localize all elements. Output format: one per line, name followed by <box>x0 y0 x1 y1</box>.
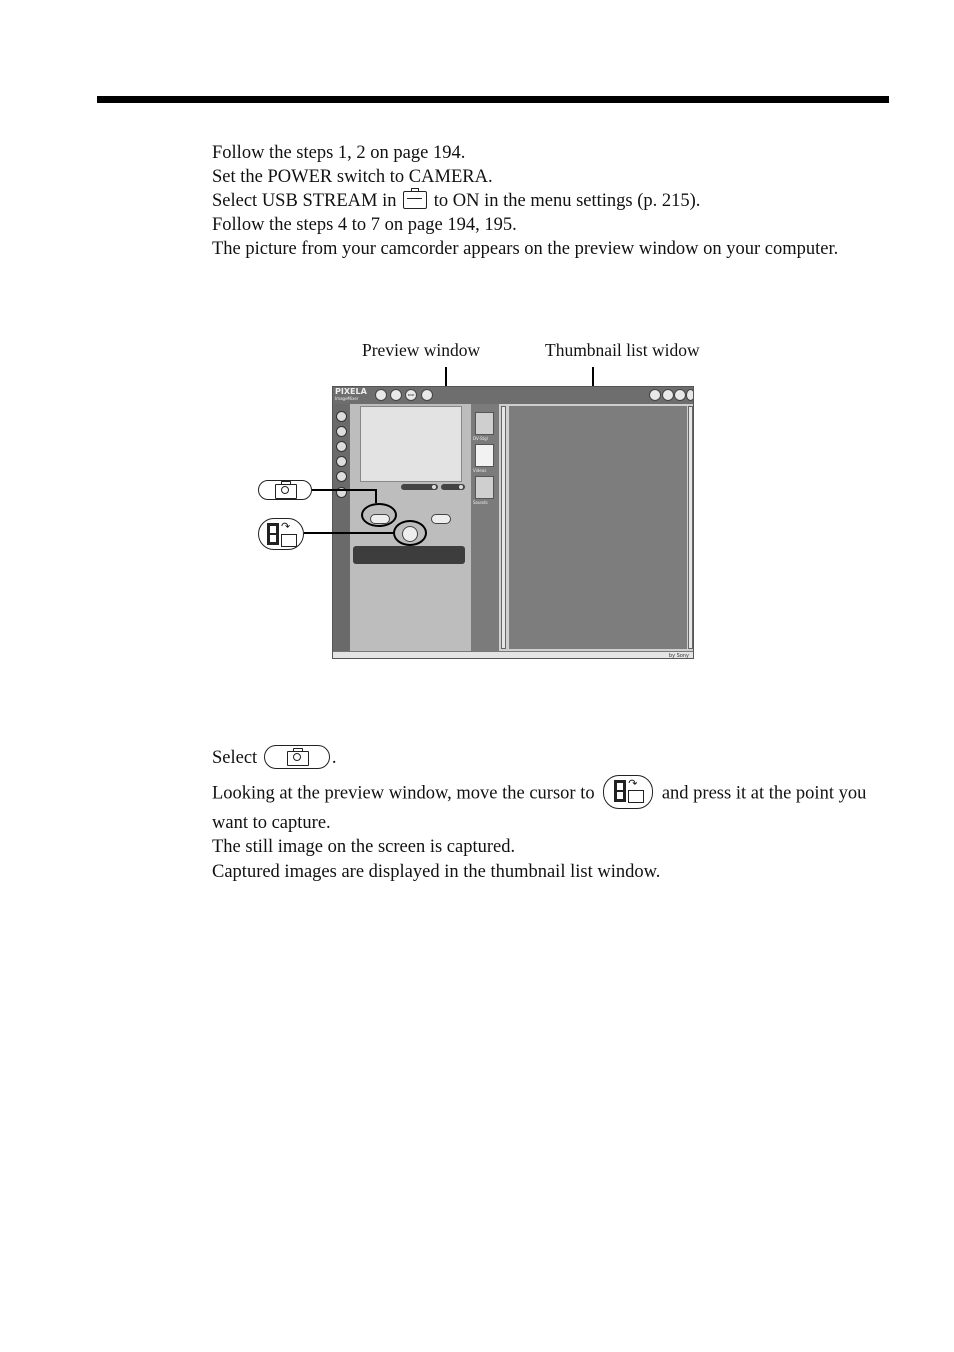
toolbar-dvd-button[interactable]: DVD <box>405 389 417 401</box>
camera-callout <box>258 480 312 500</box>
folder-label: Videos <box>473 468 487 473</box>
status-text: by Sony <box>668 653 689 659</box>
camera-callout-ring <box>361 503 397 527</box>
move-before: Looking at the preview window, move the cursor to <box>212 783 595 803</box>
folder-scrollbar[interactable] <box>501 406 506 649</box>
capture-callout-ring <box>393 520 427 546</box>
capture-callout <box>258 518 304 550</box>
step-text <box>212 777 884 836</box>
preview-window-label: Preview window <box>362 340 481 360</box>
step-text: Captured images are displayed in the thumbnail list window. <box>212 861 661 882</box>
folder-icon[interactable] <box>475 444 494 467</box>
toolbar-button[interactable] <box>390 389 402 401</box>
thumbnail-list-label: Thumbnail list widow <box>545 340 700 360</box>
movie-mode-button[interactable] <box>431 514 451 524</box>
folder-icon[interactable] <box>475 476 494 499</box>
steps-section <box>212 141 872 261</box>
film-icon <box>614 780 626 802</box>
minimize-icon[interactable] <box>674 389 686 401</box>
picture-icon <box>281 534 297 547</box>
thumbnail-list-window <box>509 406 687 649</box>
app-statusbar <box>333 651 693 659</box>
camera-callout-line <box>312 489 376 491</box>
app-logo-sub: ImageMixer <box>335 396 359 401</box>
sidebar-button[interactable] <box>336 411 347 422</box>
camera-button-icon <box>264 745 330 769</box>
toolbar-button[interactable] <box>421 389 433 401</box>
sidebar-button[interactable] <box>336 426 347 437</box>
folder-icon[interactable] <box>475 412 494 435</box>
toolbar-button[interactable] <box>375 389 387 401</box>
app-logo <box>335 388 371 402</box>
top-rule <box>97 96 889 103</box>
settings-icon[interactable] <box>662 389 674 401</box>
help-icon[interactable] <box>649 389 661 401</box>
capture-callout-line <box>304 532 394 534</box>
sidebar-button[interactable] <box>336 456 347 467</box>
step-usb-before: Select USB STREAM in <box>212 191 397 211</box>
folder-label: DV-Stgl <box>473 436 488 441</box>
folder-column <box>471 404 499 651</box>
step-text <box>212 746 884 771</box>
app-sidebar <box>333 404 350 651</box>
arrow-icon: ↷ <box>281 520 291 533</box>
select-before: Select <box>212 748 258 768</box>
move-after: and press it at the point you want to capture. <box>212 783 867 833</box>
step-text: The picture from your camcorder appears on the preview window on your computer. <box>212 239 839 259</box>
sidebar-button[interactable] <box>336 471 347 482</box>
sidebar-button[interactable] <box>336 441 347 452</box>
slider[interactable] <box>441 484 465 490</box>
arrow-icon: ↷ <box>628 776 638 790</box>
close-icon[interactable] <box>686 389 694 401</box>
step-text: The still image on the screen is captured. <box>212 837 516 858</box>
picture-icon <box>628 790 644 803</box>
camera-icon <box>287 751 309 766</box>
folder-label: Sounds <box>473 500 488 505</box>
step-text: Follow the steps 4 to 7 on page 194, 195. <box>212 215 517 235</box>
preview-window <box>360 406 462 482</box>
capture-icon <box>603 775 653 809</box>
film-icon <box>267 523 279 545</box>
capture-steps-section <box>212 746 884 884</box>
app-titlebar <box>333 387 693 404</box>
status-display-bar <box>353 546 465 564</box>
step-usb-after: to ON in the menu settings (p. 215). <box>433 191 701 211</box>
thumbnail-scrollbar[interactable] <box>688 406 693 649</box>
toolbox-icon <box>403 191 427 209</box>
step-text: Follow the steps 1, 2 on page 194. <box>212 143 466 163</box>
step-text <box>212 189 872 213</box>
select-after: . <box>331 748 337 768</box>
step-text: Set the POWER switch to CAMERA. <box>212 167 493 187</box>
camera-callout-line <box>375 489 377 503</box>
app-logo-text: PIXELA <box>335 387 367 396</box>
slider[interactable] <box>401 484 438 490</box>
camera-icon <box>275 484 297 499</box>
